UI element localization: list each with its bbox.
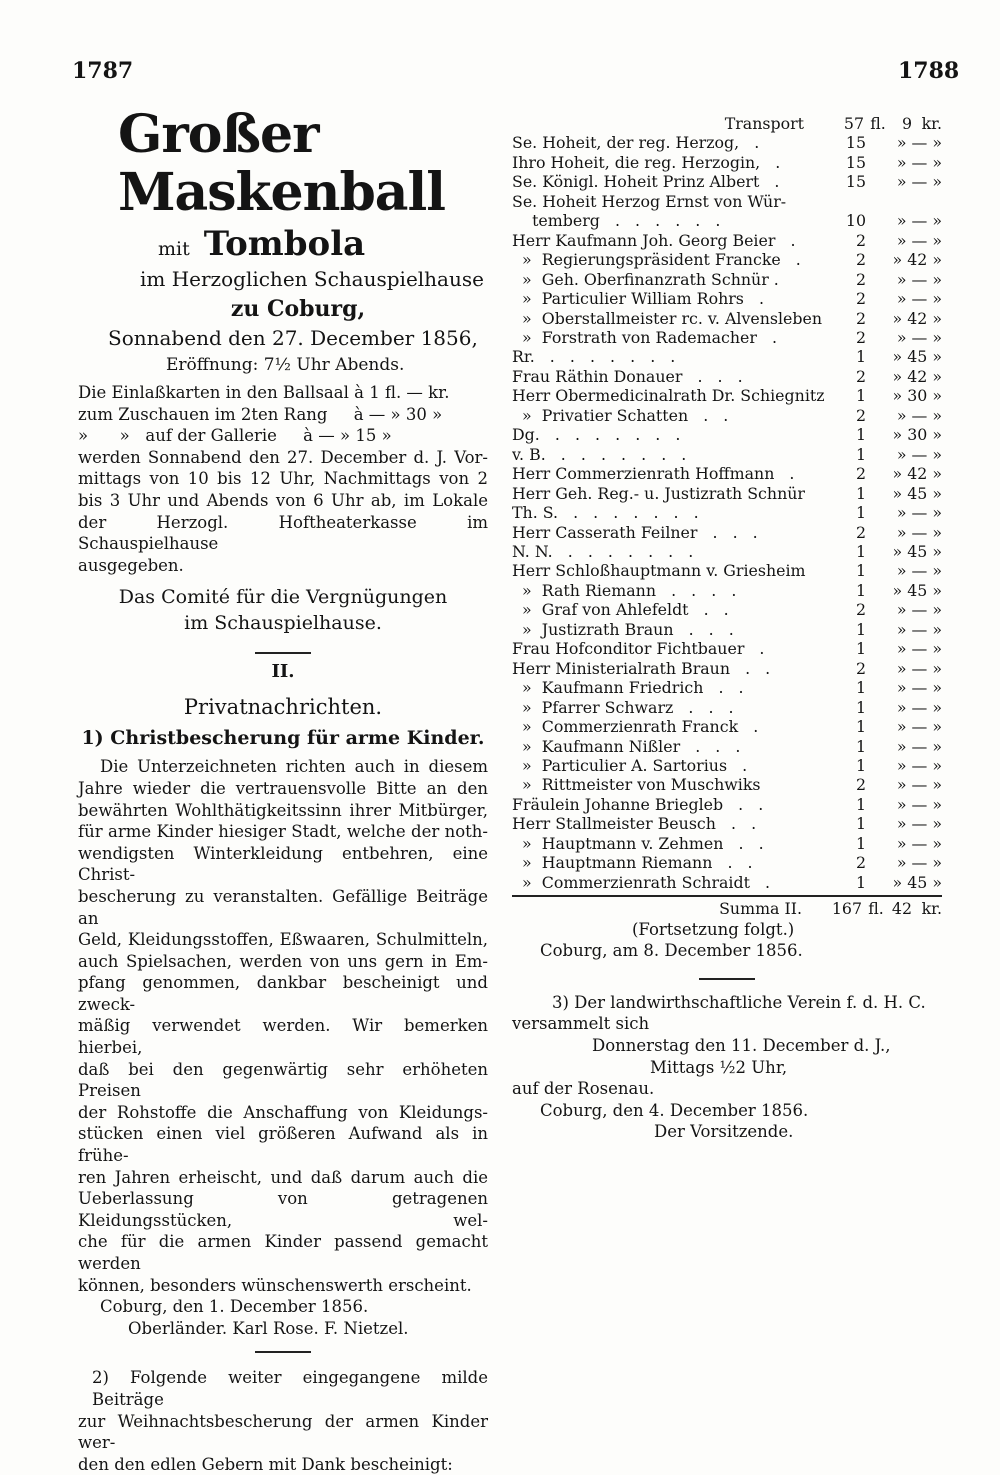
donor-kr: » 45 » bbox=[892, 347, 942, 367]
donor-fl bbox=[838, 192, 866, 211]
donor-kr: » — » bbox=[896, 405, 942, 425]
donor-name: temberg . . . . . . bbox=[512, 211, 721, 231]
text-line: pfang genommen, dankbar bescheinigt und zweck- bbox=[78, 973, 488, 1014]
donor-fl: 2 bbox=[855, 405, 866, 425]
donor-fl: 1 bbox=[855, 541, 866, 561]
donor-kr: » — » bbox=[896, 755, 942, 775]
donor-fl: 2 bbox=[855, 775, 866, 795]
text-line: Jahre wieder die vertrauensvolle Bitte an den bbox=[78, 778, 488, 798]
donor-kr: » 42 » bbox=[892, 464, 942, 484]
donor-fl: 1 bbox=[855, 794, 866, 814]
donor-row bbox=[512, 620, 942, 639]
donor-kr: » — » bbox=[896, 230, 942, 250]
donor-row bbox=[512, 639, 942, 658]
donor-kr: » — » bbox=[896, 269, 942, 289]
donor-kr: » — » bbox=[896, 794, 942, 814]
donor-name: Herr Geh. Reg.- u. Justizrath Schnür bbox=[512, 483, 805, 503]
donor-fl: 2 bbox=[855, 230, 866, 250]
donor-fl: 15 bbox=[845, 172, 866, 192]
donor-kr: » 45 » bbox=[892, 872, 942, 892]
donor-name: Frau Räthin Donauer . . . bbox=[512, 366, 743, 386]
donor-fl: 1 bbox=[855, 717, 866, 737]
donor-fl: 2 bbox=[855, 366, 866, 386]
donor-row bbox=[512, 464, 942, 483]
donor-fl: 1 bbox=[855, 483, 866, 503]
donor-kr: » — » bbox=[896, 814, 942, 834]
donor-fl: 1 bbox=[855, 639, 866, 659]
divider bbox=[255, 1351, 311, 1353]
donor-row bbox=[512, 523, 942, 542]
donor-name: » Justizrath Braun . . . bbox=[512, 619, 734, 639]
donor-kr: » — » bbox=[896, 678, 942, 698]
donor-row bbox=[512, 192, 942, 211]
donor-fl: 1 bbox=[855, 814, 866, 834]
donor-row bbox=[512, 133, 942, 152]
donor-name: » Hauptmann v. Zehmen . . bbox=[512, 833, 764, 853]
text-line: werden Sonnabend den 27. December d. J. Vor- bbox=[78, 447, 488, 467]
donor-name: » Commerzienrath Schraidt . bbox=[512, 872, 771, 892]
text-line: bis 3 Uhr und Abends von 6 Uhr ab, im Lokale bbox=[78, 490, 488, 510]
donor-name: » Graf von Ahlefeldt . . bbox=[512, 600, 729, 620]
text-line: bescherung zu veranstalten. Gefällige Beiträge an bbox=[78, 886, 488, 928]
donor-row bbox=[512, 425, 942, 444]
place-date-line: Coburg, am 8. December 1856. bbox=[540, 941, 803, 961]
text-line: che für die armen Kinder passend gemacht werden bbox=[78, 1232, 488, 1273]
item3-line: auf der Rosenau. bbox=[512, 1079, 655, 1099]
donor-fl: 2 bbox=[855, 522, 866, 542]
text-line: bewährten Wohlthätigkeitssinn ihrer Mitbürger, bbox=[78, 800, 488, 820]
donor-kr: » 42 » bbox=[892, 250, 942, 270]
item3-line: 3) Der landwirthschaftliche Verein f. d. H. C. bbox=[552, 992, 926, 1012]
donor-fl: 15 bbox=[845, 152, 866, 172]
donor-name: » Pfarrer Schwarz . . . bbox=[512, 697, 734, 717]
donor-kr: » — » bbox=[896, 833, 942, 853]
ticket-line: zum Zuschauen im 2ten Rang à — » 30 » bbox=[78, 404, 443, 424]
donor-row bbox=[512, 367, 942, 386]
continued-note: (Fortsetzung folgt.) bbox=[632, 919, 795, 939]
committee-line: im Schauspielhause. bbox=[184, 612, 382, 635]
donor-fl: 1 bbox=[855, 755, 866, 775]
donor-kr: » 42 » bbox=[892, 366, 942, 386]
transport-label: Transport bbox=[724, 114, 804, 133]
text-line: den den edlen Gebern mit Dank bescheinigt: bbox=[78, 1454, 453, 1474]
donor-name: » Kaufmann Friedrich . . bbox=[512, 678, 744, 698]
donor-fl: 1 bbox=[855, 425, 866, 445]
text-line: auch Spielsachen, werden von uns gern in Em- bbox=[78, 951, 488, 971]
donor-fl: 1 bbox=[855, 619, 866, 639]
opening-line: Eröffnung: 7½ Uhr Abends. bbox=[166, 355, 405, 375]
donor-row bbox=[512, 406, 942, 425]
city-line: zu Coburg, bbox=[230, 296, 366, 322]
text-line: Geld, Kleidungsstoffen, Eßwaaren, Schulmitteln, bbox=[78, 930, 488, 950]
text-line: der Herzogl. Hoftheaterkasse im Schauspielhause bbox=[78, 512, 488, 554]
donor-kr: » — » bbox=[896, 658, 942, 678]
donor-name: Frau Hofconditor Fichtbauer . bbox=[512, 639, 765, 659]
donor-fl: 1 bbox=[855, 444, 866, 464]
donor-name: Ihro Hoheit, die reg. Herzogin, . bbox=[512, 152, 781, 172]
donor-fl: 2 bbox=[855, 464, 866, 484]
donor-name: » Hauptmann Riemann . . bbox=[512, 853, 753, 873]
divider bbox=[255, 652, 311, 654]
donor-name: » Geh. Oberfinanzrath Schnür . bbox=[512, 269, 779, 289]
donor-name: Rr. . . . . . . . bbox=[512, 347, 676, 367]
donor-fl: 2 bbox=[855, 600, 866, 620]
donor-row bbox=[512, 270, 942, 289]
donor-row bbox=[512, 153, 942, 172]
donor-row bbox=[512, 600, 942, 619]
donor-row bbox=[512, 737, 942, 756]
donor-name: N. N. . . . . . . . bbox=[512, 541, 694, 561]
item2-body bbox=[78, 1367, 488, 1475]
donor-row bbox=[512, 678, 942, 697]
unit-label: fl. bbox=[868, 899, 884, 919]
donor-row bbox=[512, 445, 942, 464]
text-line: 2) Folgende weiter eingegangene milde Beiträge bbox=[92, 1368, 488, 1409]
donor-kr: » — » bbox=[896, 853, 942, 873]
text-line: Ueberlassung von getragenen Kleidungsstücken, wel- bbox=[78, 1189, 488, 1230]
item1-body bbox=[78, 756, 488, 1339]
ticket-line: » » auf der Gallerie à — » 15 » bbox=[78, 426, 392, 446]
donor-name: Se. Königl. Hoheit Prinz Albert . bbox=[512, 172, 780, 192]
donor-kr: » — » bbox=[896, 619, 942, 639]
donor-name: Se. Hoheit Herzog Ernst von Wür- bbox=[512, 191, 787, 211]
donor-kr: » — » bbox=[896, 600, 942, 620]
ticket-line: Die Einlaßkarten in den Ballsaal à 1 fl. — kr. bbox=[78, 383, 450, 402]
donor-name: » Regierungspräsident Francke . bbox=[512, 250, 801, 270]
donor-fl: 10 bbox=[845, 211, 866, 231]
donor-kr: » — » bbox=[896, 522, 942, 542]
text-line: daß bei den gegenwärtig sehr erhöheten Preisen bbox=[78, 1059, 488, 1101]
summa-label: Summa II. bbox=[719, 899, 802, 919]
donor-row bbox=[512, 659, 942, 678]
donor-kr: » — » bbox=[896, 503, 942, 523]
donor-row bbox=[512, 873, 942, 892]
donor-kr: » 30 » bbox=[892, 386, 942, 406]
donor-fl: 2 bbox=[855, 269, 866, 289]
donor-row bbox=[512, 231, 942, 250]
text-line: wendigsten Winterkleidung entbehren, eine Christ- bbox=[78, 843, 488, 885]
section-number: II. bbox=[271, 661, 295, 683]
date-line: Sonnabend den 27. December 1856, bbox=[108, 326, 478, 350]
donor-row bbox=[512, 309, 942, 328]
summa-row bbox=[512, 899, 942, 918]
donor-fl: 2 bbox=[855, 658, 866, 678]
donor-row bbox=[512, 756, 942, 775]
donor-kr: » — » bbox=[896, 639, 942, 659]
donor-name: » Privatier Schatten . . bbox=[512, 405, 729, 425]
donor-fl: 1 bbox=[855, 678, 866, 698]
donor-row bbox=[512, 717, 942, 736]
donor-fl: 1 bbox=[855, 697, 866, 717]
text-line: für arme Kinder hiesiger Stadt, welche der noth- bbox=[78, 822, 488, 842]
text-line: stücken einen viel größeren Aufwand als in frühe- bbox=[78, 1124, 488, 1166]
donor-fl: 1 bbox=[855, 580, 866, 600]
donor-kr: » 45 » bbox=[892, 580, 942, 600]
donor-row bbox=[512, 386, 942, 405]
donor-kr: » — » bbox=[896, 717, 942, 737]
donor-fl: 2 bbox=[855, 308, 866, 328]
donor-kr bbox=[866, 192, 942, 211]
item1-signers: Oberländer. Karl Rose. F. Nietzel. bbox=[128, 1318, 409, 1338]
donor-row bbox=[512, 503, 942, 522]
summa-fl: 167 bbox=[831, 899, 862, 919]
unit-label: kr. bbox=[921, 114, 942, 133]
committee-line: Das Comité für die Vergnügungen bbox=[118, 586, 448, 609]
donor-fl: 1 bbox=[855, 347, 866, 367]
text-line: ausgegeben. bbox=[78, 555, 184, 575]
item3-line: Donnerstag den 11. December d. J., bbox=[592, 1035, 891, 1055]
text-line: zur Weihnachtsbescherung der armen Kinder wer- bbox=[78, 1411, 488, 1453]
text-line: mittags von 10 bis 12 Uhr, Nachmittags von 2 bbox=[78, 469, 488, 489]
donor-row bbox=[512, 250, 942, 269]
donor-fl: 15 bbox=[845, 133, 866, 153]
donor-kr: » 45 » bbox=[892, 541, 942, 561]
donor-fl: 2 bbox=[855, 853, 866, 873]
page-number-left: 1787 bbox=[72, 58, 134, 84]
donor-name: Herr Ministerialrath Braun . . bbox=[512, 658, 771, 678]
section-title: Privatnachrichten. bbox=[183, 695, 383, 720]
item3-line: versammelt sich bbox=[512, 1014, 650, 1034]
donor-name: Herr Obermedicinalrath Dr. Schiegnitz bbox=[512, 386, 825, 406]
donor-row bbox=[512, 484, 942, 503]
donor-name: Th. S. . . . . . . . bbox=[512, 503, 699, 523]
donor-row bbox=[512, 328, 942, 347]
donor-row bbox=[512, 581, 942, 600]
donor-row bbox=[512, 211, 942, 230]
donor-kr: » — » bbox=[896, 697, 942, 717]
page-number-right: 1788 bbox=[898, 58, 960, 84]
donor-name: Dg. . . . . . . . bbox=[512, 425, 681, 445]
donor-fl: 1 bbox=[855, 503, 866, 523]
donor-list bbox=[512, 133, 942, 892]
text-line: mäßig verwendet werden. Wir bemerken hierbei, bbox=[78, 1016, 488, 1058]
donor-kr: » — » bbox=[896, 211, 942, 231]
venue-line: im Herzoglichen Schauspielhause bbox=[140, 267, 484, 291]
donor-name: Herr Commerzienrath Hoffmann . bbox=[512, 464, 795, 484]
donor-row bbox=[512, 561, 942, 580]
donor-name: v. B. . . . . . . . bbox=[512, 444, 687, 464]
donor-name: Herr Casserath Feilner . . . bbox=[512, 522, 758, 542]
donor-kr: » — » bbox=[896, 289, 942, 309]
donor-row bbox=[512, 347, 942, 366]
donor-row bbox=[512, 795, 942, 814]
donor-kr: » 30 » bbox=[892, 425, 942, 445]
donor-row bbox=[512, 289, 942, 308]
donor-row bbox=[512, 834, 942, 853]
donor-fl: 1 bbox=[855, 833, 866, 853]
donor-kr: » — » bbox=[896, 327, 942, 347]
text-line: ren Jahren erheischt, und daß darum auch die bbox=[78, 1167, 488, 1187]
donor-fl: 2 bbox=[855, 250, 866, 270]
text-line: Die Unterzeichneten richten auch in diesem bbox=[100, 757, 488, 777]
donor-kr: » 45 » bbox=[892, 483, 942, 503]
item1-title: 1) Christbescherung für arme Kinder. bbox=[81, 727, 485, 750]
item3-line: Mittags ½2 Uhr, bbox=[650, 1057, 788, 1077]
donor-name: Fräulein Johanne Briegleb . . bbox=[512, 794, 764, 814]
donor-fl: 1 bbox=[855, 872, 866, 892]
donor-row bbox=[512, 775, 942, 794]
donor-kr: » — » bbox=[896, 172, 942, 192]
transport-row bbox=[512, 114, 942, 133]
transport-kr: 9 bbox=[901, 114, 912, 133]
donor-kr: » — » bbox=[896, 444, 942, 464]
donor-fl: 1 bbox=[855, 386, 866, 406]
donor-name: Herr Stallmeister Beusch . . bbox=[512, 814, 757, 834]
text-line: der Rohstoffe die Anschaffung von Kleidungs- bbox=[78, 1102, 488, 1122]
donor-fl: 1 bbox=[855, 561, 866, 581]
donor-fl: 2 bbox=[855, 327, 866, 347]
divider bbox=[699, 978, 755, 980]
unit-label: kr. bbox=[921, 899, 942, 919]
donor-row bbox=[512, 698, 942, 717]
donor-row bbox=[512, 542, 942, 561]
item3-place: Coburg, den 4. December 1856. bbox=[540, 1100, 809, 1120]
left-column bbox=[78, 100, 488, 1475]
donor-kr: » — » bbox=[896, 152, 942, 172]
summa-kr: 42 bbox=[891, 899, 912, 919]
mit-label: mit bbox=[158, 238, 190, 260]
donor-name: » Kaufmann Nißler . . . bbox=[512, 736, 741, 756]
transport-fl: 57 bbox=[843, 114, 864, 133]
donor-row bbox=[512, 814, 942, 833]
donor-row bbox=[512, 853, 942, 872]
donor-name: » Forstrath von Rademacher . bbox=[512, 327, 778, 347]
donor-kr: » — » bbox=[896, 736, 942, 756]
donor-name: Herr Kaufmann Joh. Georg Beier . bbox=[512, 230, 796, 250]
donor-name: » Rath Riemann . . . . bbox=[512, 580, 737, 600]
donor-kr: » — » bbox=[896, 133, 942, 153]
right-column bbox=[512, 114, 942, 1143]
donor-name: Se. Hoheit, der reg. Herzog, . bbox=[512, 133, 760, 153]
donor-name: » Commerzienrath Franck . bbox=[512, 717, 759, 737]
donor-kr: » — » bbox=[896, 775, 942, 795]
ball-title: Großer Maskenball bbox=[118, 104, 446, 223]
donor-row bbox=[512, 172, 942, 191]
donor-name: » Rittmeister von Muschwiks bbox=[512, 775, 761, 795]
item1-place: Coburg, den 1. December 1856. bbox=[100, 1297, 369, 1317]
sum-rule bbox=[512, 895, 942, 897]
donor-fl: 2 bbox=[855, 289, 866, 309]
text-line: können, besonders wünschenswerth erscheint. bbox=[78, 1275, 472, 1295]
unit-label: fl. bbox=[870, 114, 886, 133]
donor-name: » Particulier William Rohrs . bbox=[512, 289, 764, 309]
donor-kr: » 42 » bbox=[892, 308, 942, 328]
donor-fl: 1 bbox=[855, 736, 866, 756]
donor-name: » Particulier A. Sartorius . bbox=[512, 755, 748, 775]
donor-kr: » — » bbox=[896, 561, 942, 581]
donor-name: Herr Schloßhauptmann v. Griesheim bbox=[512, 561, 806, 581]
ticket-block bbox=[78, 382, 488, 576]
tombola-heading: Tombola bbox=[203, 224, 366, 264]
donor-name: » Oberstallmeister rc. v. Alvensleben bbox=[512, 308, 823, 328]
item3-sign: Der Vorsitzende. bbox=[654, 1122, 794, 1142]
